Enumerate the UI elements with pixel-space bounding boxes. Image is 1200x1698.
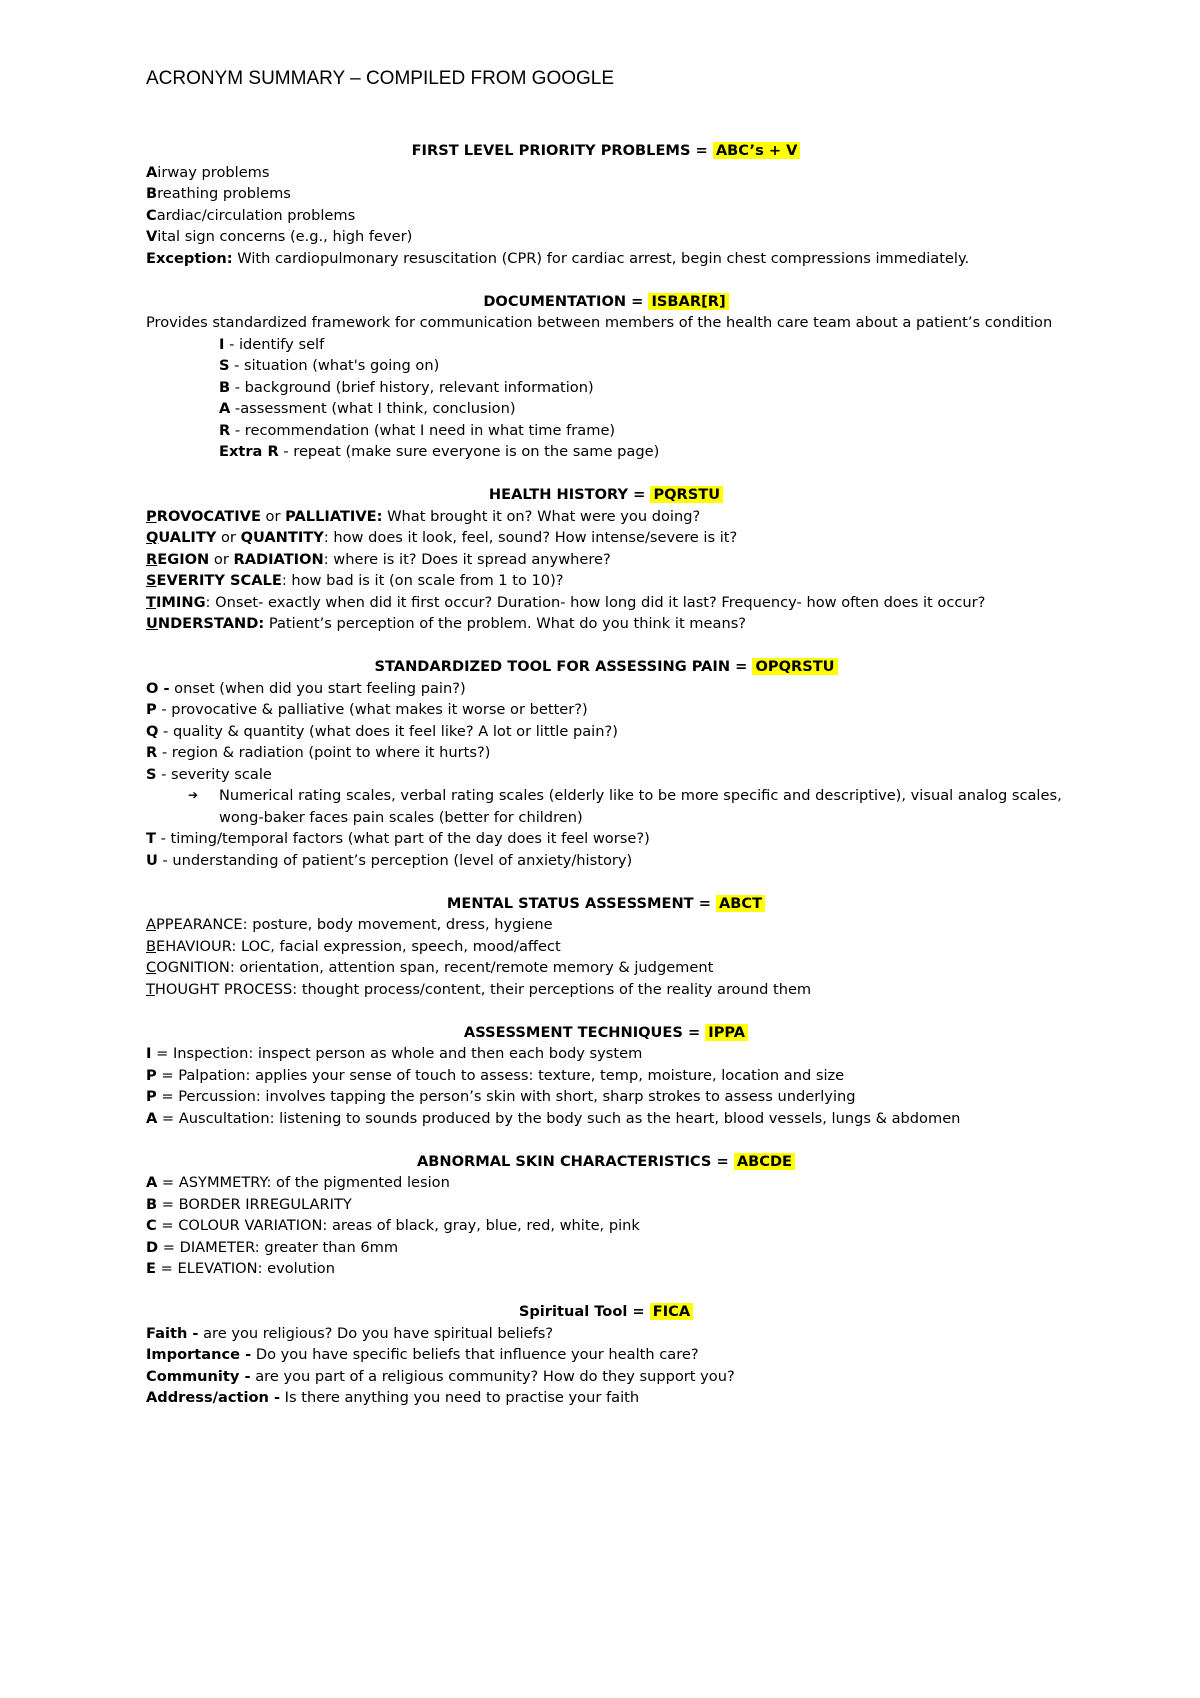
list-item — [146, 592, 1066, 614]
list-item — [146, 226, 1066, 248]
item-text: : where is it? Does it spread anywhere? — [323, 550, 611, 568]
acronym-highlight: IPPA — [705, 1024, 748, 1041]
list-item — [146, 1366, 1066, 1388]
item-lead: D — [146, 1238, 159, 1256]
item-lead: Community - — [146, 1367, 251, 1385]
list-item — [146, 699, 1066, 721]
item-connector: or — [216, 529, 241, 546]
item-text: Do you have specific beliefs that influence your health care? — [251, 1346, 699, 1363]
item-lead: NDERSTAND: — [157, 615, 265, 632]
list-item — [146, 1387, 1066, 1409]
exception-note — [146, 248, 1066, 270]
list-item — [146, 1086, 1066, 1108]
list-item — [146, 1043, 1066, 1065]
item-lead: C — [146, 1217, 157, 1234]
item-text: What brought it on? What were you doing? — [382, 507, 701, 525]
list-item — [146, 1172, 1066, 1194]
list-item — [146, 1258, 1066, 1280]
item-lead-2: RADIATION — [233, 550, 324, 568]
item-text: - quality & quantity (what does it feel like? A lot or little pain?) — [158, 722, 618, 740]
item-lead: O - — [146, 679, 170, 697]
list-item — [146, 355, 1066, 377]
item-lead: R — [146, 744, 158, 761]
item-initial: R — [146, 550, 158, 568]
item-text: HOUGHT PROCESS: thought process/content, their perceptions of the reality around them — [154, 980, 812, 998]
item-text: : how bad is it (on scale from 1 to 10)? — [281, 572, 564, 589]
item-text: = COLOUR VARIATION: areas of black, gray, blue, red, white, pink — [156, 1217, 640, 1234]
item-lead: Address/action - — [146, 1389, 281, 1406]
heading-prefix: HEALTH HISTORY = — [488, 486, 651, 503]
item-initial: Q — [146, 529, 159, 546]
item-lead: Importance - — [146, 1346, 252, 1363]
item-text: reathing problems — [157, 185, 291, 202]
acronym-highlight: ISBAR[R] — [648, 293, 728, 310]
item-text: = ELEVATION: evolution — [155, 1260, 335, 1277]
list-item — [146, 377, 1066, 399]
section-heading — [146, 893, 1066, 915]
acronym-highlight: ABC’s + V — [713, 142, 801, 159]
list-item — [146, 334, 1066, 356]
item-text: - repeat (make sure everyone is on the same page) — [278, 443, 660, 460]
item-text: EHAVIOUR: LOC, facial expression, speech, mood/affect — [156, 937, 561, 955]
item-text: ardiac/circulation problems — [156, 206, 356, 224]
heading-prefix: Spiritual Tool = — [518, 1303, 650, 1320]
list-item — [146, 742, 1066, 764]
item-lead: A — [219, 400, 231, 417]
item-text: = Palpation: applies your sense of touch to assess: texture, temp, moisture, location and size — [156, 1066, 845, 1084]
list-item — [146, 1344, 1066, 1366]
section-heading — [146, 656, 1066, 678]
item-initial: U — [146, 615, 158, 632]
section-pqrstu — [146, 484, 1066, 635]
list-item — [146, 1194, 1066, 1216]
item-lead: Faith - — [146, 1324, 199, 1342]
item-lead: UALITY — [158, 529, 217, 546]
item-initial: C — [146, 959, 157, 976]
item-lead: C — [146, 206, 157, 224]
item-lead: E — [146, 1260, 156, 1277]
item-lead: A — [146, 163, 158, 181]
item-lead: T — [146, 830, 156, 847]
heading-prefix: DOCUMENTATION = — [483, 292, 649, 310]
item-lead: P — [146, 1066, 157, 1084]
section-heading — [146, 1301, 1066, 1323]
acronym-highlight: ABCT — [716, 895, 765, 912]
item-text: Is there anything you need to practise your faith — [280, 1389, 640, 1406]
list-item — [146, 205, 1066, 227]
list-item — [146, 420, 1066, 442]
list-item — [146, 441, 1066, 463]
item-lead-2: PALLIATIVE: — [285, 507, 383, 525]
heading-prefix: MENTAL STATUS ASSESSMENT = — [446, 894, 717, 912]
section-ippa — [146, 1022, 1066, 1130]
section-fica — [146, 1301, 1066, 1409]
item-text: = Percussion: involves tapping the person’s skin with short, sharp strokes to assess underlying — [156, 1088, 856, 1105]
item-lead: B — [219, 378, 231, 396]
list-item — [146, 914, 1066, 936]
item-lead: I — [219, 335, 225, 353]
item-lead: B — [146, 1195, 158, 1213]
list-item — [146, 183, 1066, 205]
section-isbar — [146, 291, 1066, 463]
document-page — [146, 68, 1066, 1430]
item-text: Patient’s perception of the problem. What do you think it means? — [264, 615, 747, 632]
item-text: - region & radiation (point to where it hurts?) — [157, 744, 491, 761]
list-item — [146, 936, 1066, 958]
item-lead: EGION — [157, 550, 210, 568]
bullet-text: Numerical rating scales, verbal rating scales (elderly like to be more specific and descriptive), visual analog scales, wong-baker faces pain scales (better for children) — [219, 787, 1062, 826]
item-text: : how does it look, feel, sound? How intense/severe is it? — [323, 529, 738, 546]
item-initial: B — [146, 937, 157, 955]
item-text: = Inspection: inspect person as whole and then each body system — [151, 1045, 643, 1062]
list-item — [146, 1323, 1066, 1345]
list-item — [146, 1108, 1066, 1130]
list-item — [146, 613, 1066, 635]
item-text: - provocative & palliative (what makes it worse or better?) — [156, 701, 588, 718]
item-text: = BORDER IRREGULARITY — [157, 1195, 352, 1213]
list-item — [146, 570, 1066, 592]
item-lead: S — [146, 765, 157, 783]
item-text: -assessment (what I think, conclusion) — [230, 400, 516, 417]
item-lead: P — [146, 1088, 157, 1105]
item-initial: T — [146, 980, 155, 998]
item-text: = DIAMETER: greater than 6mm — [158, 1238, 399, 1256]
item-text: are you religious? Do you have spiritual beliefs? — [198, 1324, 554, 1342]
list-item — [146, 1237, 1066, 1259]
item-text: - severity scale — [156, 765, 272, 783]
list-item — [146, 764, 1066, 786]
section-abcv — [146, 140, 1066, 269]
item-initial: A — [146, 916, 156, 933]
list-item — [146, 527, 1066, 549]
document-title: ACRONYM SUMMARY – COMPILED FROM GOOGLE — [146, 68, 615, 89]
item-text: : Onset- exactly when did it first occur? Duration- how long did it last? Frequency- how often does it occur? — [205, 593, 986, 611]
item-lead: A — [146, 1109, 158, 1127]
list-item — [146, 850, 1066, 872]
item-lead: S — [219, 357, 230, 374]
item-text: - recommendation (what I need in what time frame) — [230, 421, 616, 439]
item-initial: S — [146, 572, 157, 589]
heading-prefix: ABNORMAL SKIN CHARACTERISTICS = — [416, 1152, 734, 1170]
section-intro: Provides standardized framework for communication between members of the health care team about a patient’s condition — [146, 314, 1053, 331]
item-lead: ROVOCATIVE — [156, 507, 261, 525]
item-initial: P — [146, 507, 157, 525]
list-item — [146, 957, 1066, 979]
item-text: - situation (what's going on) — [229, 357, 440, 374]
heading-prefix: ASSESSMENT TECHNIQUES = — [463, 1023, 706, 1041]
list-item — [146, 721, 1066, 743]
item-lead: R — [219, 421, 231, 439]
list-item — [146, 678, 1066, 700]
item-connector: or — [260, 507, 286, 525]
section-heading — [146, 1151, 1066, 1173]
item-lead: P — [146, 701, 157, 718]
item-text: are you part of a religious community? How do they support you? — [250, 1367, 735, 1385]
item-text: irway problems — [157, 163, 270, 181]
list-item — [146, 828, 1066, 850]
item-text: - identify self — [224, 335, 325, 353]
section-heading — [146, 484, 1066, 506]
exception-label: Exception: — [146, 249, 233, 267]
list-item — [146, 549, 1066, 571]
section-heading — [146, 1022, 1066, 1044]
heading-prefix: FIRST LEVEL PRIORITY PROBLEMS = — [411, 142, 713, 159]
arrow-right-icon: ➔ — [188, 788, 199, 802]
item-text: = Auscultation: listening to sounds produced by the body such as the heart, blood vessels, lungs & abdomen — [157, 1109, 961, 1127]
item-connector: or — [209, 550, 234, 568]
item-lead: IMING — [155, 593, 206, 611]
item-lead: A — [146, 1174, 158, 1191]
item-initial: T — [146, 593, 156, 611]
section-opqrstu — [146, 656, 1066, 871]
section-abct — [146, 893, 1066, 1001]
bullet-item — [146, 785, 1066, 828]
item-text: ital sign concerns (e.g., high fever) — [157, 228, 413, 245]
acronym-highlight: OPQRSTU — [752, 658, 837, 675]
list-item — [146, 1065, 1066, 1087]
item-lead: EVERITY SCALE — [156, 572, 282, 589]
list-item — [146, 506, 1066, 528]
item-lead: B — [146, 185, 158, 202]
acronym-highlight: PQRSTU — [650, 486, 723, 503]
item-lead-2: QUANTITY — [240, 529, 324, 546]
item-text: = ASYMMETRY: of the pigmented lesion — [157, 1174, 450, 1191]
section-abcde — [146, 1151, 1066, 1280]
exception-text: With cardiopulmonary resuscitation (CPR) for cardiac arrest, begin chest compressions immediately. — [232, 249, 970, 267]
item-text: PPEARANCE: posture, body movement, dress, hygiene — [155, 916, 553, 933]
item-text: onset (when did you start feeling pain?) — [169, 679, 466, 697]
list-item — [146, 398, 1066, 420]
item-text: - understanding of patient’s perception (level of anxiety/history) — [157, 851, 633, 869]
item-text: - background (brief history, relevant information) — [230, 378, 594, 396]
item-lead: V — [146, 228, 158, 245]
acronym-highlight: ABCDE — [734, 1153, 795, 1170]
heading-prefix: STANDARDIZED TOOL FOR ASSESSING PAIN = — [374, 658, 753, 675]
item-lead: I — [146, 1045, 152, 1062]
section-heading — [146, 291, 1066, 313]
section-heading — [146, 140, 1066, 162]
item-text: OGNITION: orientation, attention span, recent/remote memory & judgement — [156, 959, 714, 976]
acronym-highlight: FICA — [650, 1303, 693, 1320]
item-lead: Q — [146, 722, 159, 740]
list-item — [146, 162, 1066, 184]
item-lead: Extra R — [219, 443, 279, 460]
list-item — [146, 1215, 1066, 1237]
list-item — [146, 979, 1066, 1001]
item-text: - timing/temporal factors (what part of the day does it feel worse?) — [155, 830, 650, 847]
item-lead: U — [146, 851, 158, 869]
